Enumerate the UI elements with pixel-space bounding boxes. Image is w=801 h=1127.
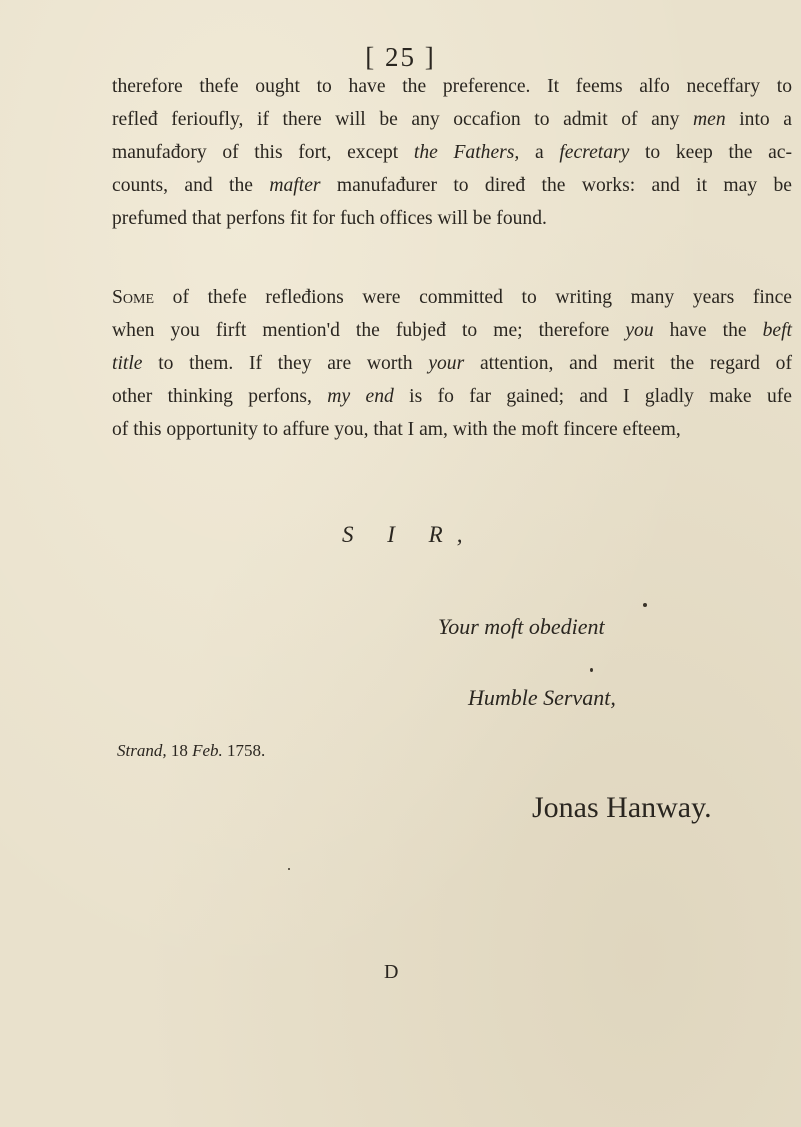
text-line: refleđ ferioufly, if there will be any occafion to admit of any men into a — [112, 109, 792, 130]
page-number: [ 25 ] — [365, 42, 436, 72]
paper-speck — [288, 868, 290, 870]
author-signature: Jonas Hanway. — [532, 791, 712, 824]
text-line: counts, and the mafter manufađurer to diređ the works: and it may be — [112, 175, 792, 196]
text-line: prefumed that perfons fit for fuch offices will be found. — [112, 208, 547, 229]
text-line: Some of thefe refleđions were committed to writing many years fince — [112, 287, 792, 308]
text-line: of this opportunity to affure you, that I am, with the moft fincere efteem, — [112, 419, 681, 440]
paragraph-2 — [112, 281, 792, 446]
paragraph-1 — [112, 70, 792, 235]
closing-line-2: Humble Servant, — [468, 685, 616, 710]
text-line: title to them. If they are worth your attention, and merit the regard of — [112, 353, 792, 374]
printer-signature-mark: D — [384, 961, 399, 983]
paper-speck — [590, 668, 593, 672]
salutation: S I R, — [342, 522, 477, 547]
closing-line-1: Your moft obedient — [438, 614, 605, 639]
text-line: other thinking perfons, my end is fo far gained; and I gladly make ufe — [112, 386, 792, 407]
text-line: when you firft mention'd the fubjeđ to me; therefore you have the beft — [112, 320, 792, 341]
text-line: therefore thefe ought to have the preference. It feems alfo neceffary to — [112, 76, 792, 97]
text-line: manufađory of this fort, except the Fathers, a fecretary to keep the ac- — [112, 142, 793, 163]
place-and-date: Strand, 18 Feb. 1758. — [117, 741, 266, 760]
paper-speck — [643, 603, 647, 607]
